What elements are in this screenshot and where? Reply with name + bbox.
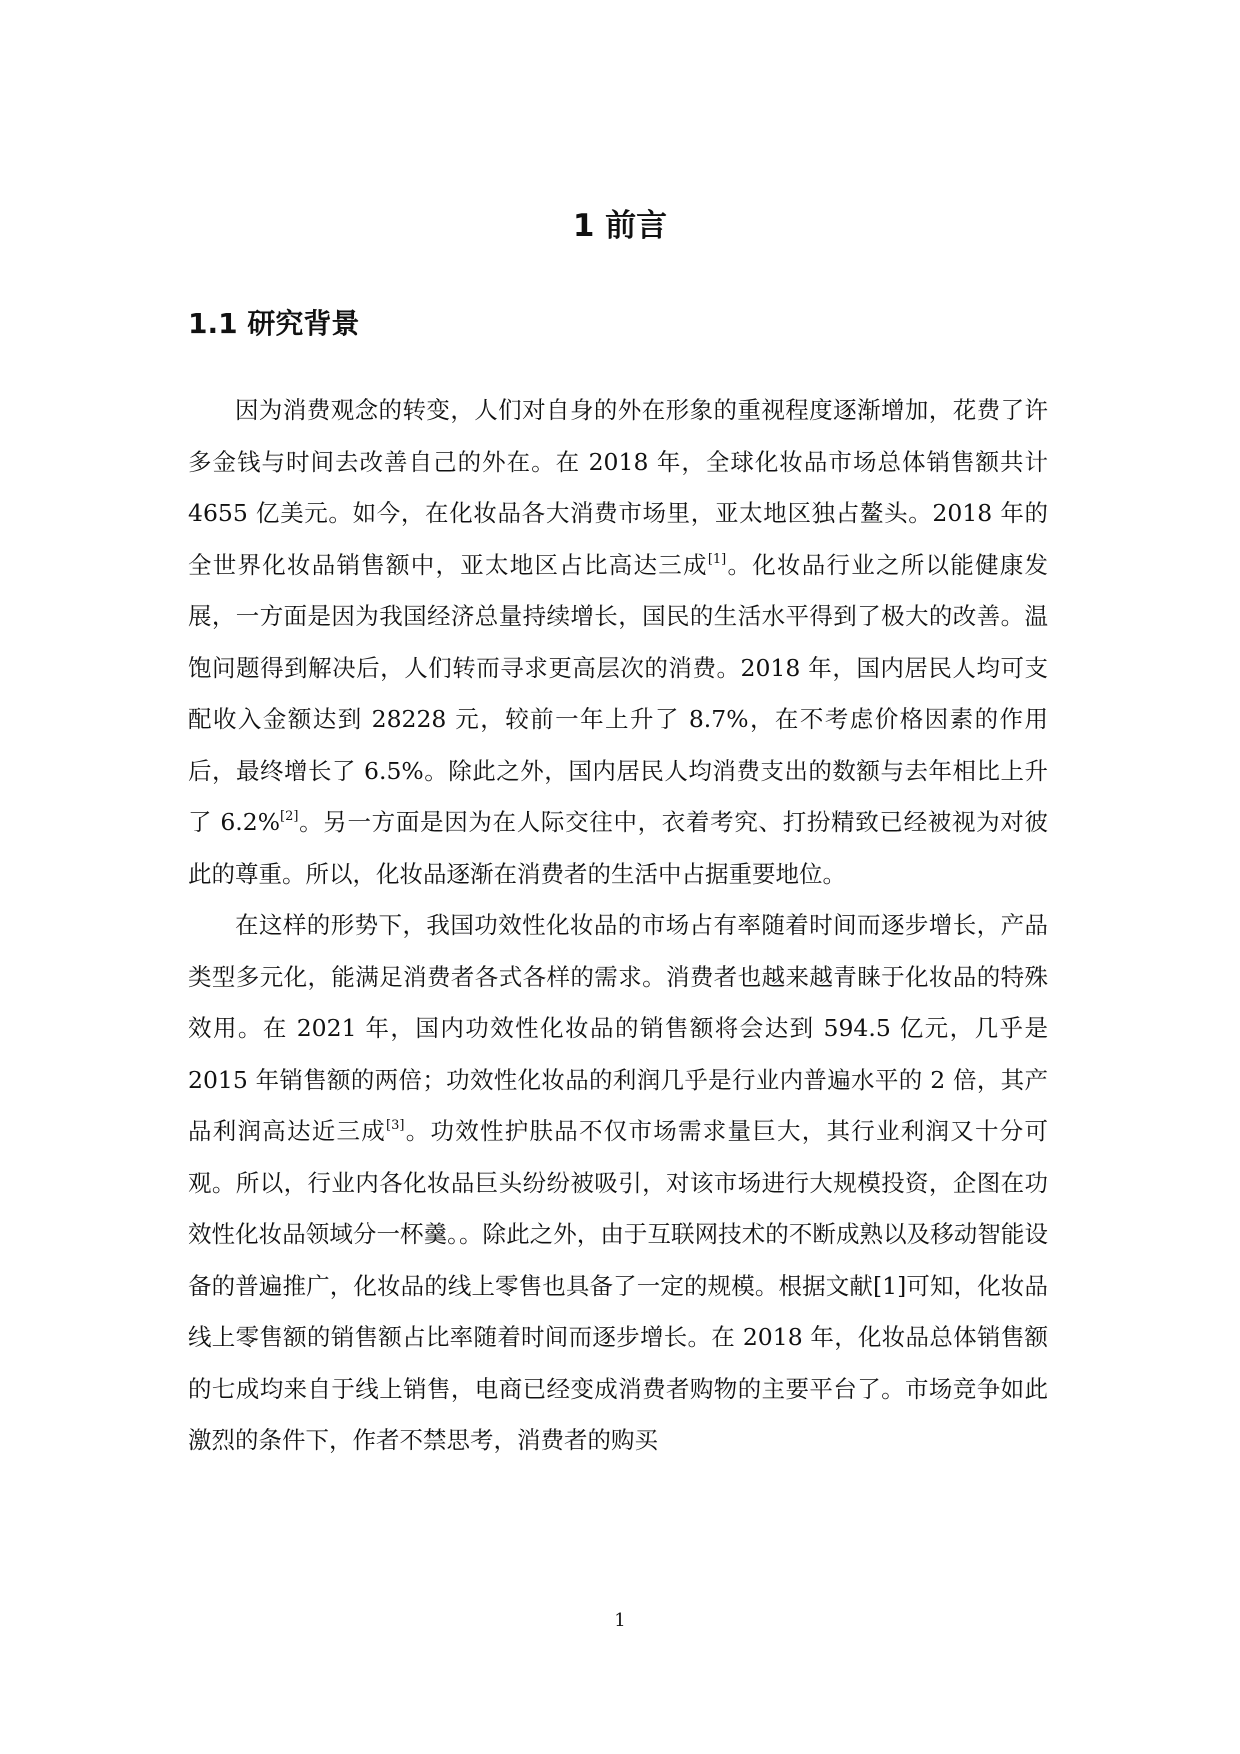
paragraph-text: 。功效性护肤品不仅市场需求量巨大，其行业利润又十分可观。所以，行业内各化妆品巨头纷纷被吸引，对该市场进行大规模投资，企图在功效性化妆品领域分一杯羹。。除此之外，由于互联网技术的不断成熟以及移动智能设备的普遍推广，化妆品的线上零售也具备了一定的规模。根据文献[1]可知，化妆品线上零售额的销售额占比率随着时间而逐步增长。在 2018 年，化妆品总体销售额的七成均来自于线上销售，电商已经变成消费者购物的主要平台了。市场竞争如此激烈的条件下，作者不禁思考，消费者的购买 xyxy=(188,1117,1049,1454)
section-title: 1.1 研究背景 xyxy=(188,307,360,340)
paragraph-text: 在这样的形势下，我国功效性化妆品的市场占有率随着时间而逐步增长，产品类型多元化，能满足消费者各式各样的需求。消费者也越来越青睐于化妆品的特殊效用。在 2021 年，国内功效性化妆品的销售额将会达到 594.5 亿元，几乎是 2015 年销售额的两倍；功效性化妆品的利润几乎是行业内普遍水平的 2 倍，其产品利润高达近三成 xyxy=(188,911,1048,1145)
citation: [1] xyxy=(707,551,727,567)
page-number: 1 xyxy=(614,1610,626,1631)
paragraph-2 xyxy=(188,900,1048,1467)
body-text xyxy=(188,385,1048,1467)
paragraph-text: 。另一方面是因为在人际交往中，衣着考究、打扮精致已经被视为对彼此的尊重。所以，化妆品逐渐在消费者的生活中占据重要地位。 xyxy=(188,808,1048,888)
chapter-title: 1 前言 xyxy=(572,208,668,244)
paragraph-1 xyxy=(188,385,1048,900)
paragraph-text: 因为消费观念的转变，人们对自身的外在形象的重视程度逐渐增加，花费了许多金钱与时间去改善自己的外在。在 2018 年，全球化妆品市场总体销售额共计 4655 亿美元。如今，在化妆品各大消费市场里，亚太地区独占鳌头。2018 年的全世界化妆品销售额中，亚太地区占比高达三成 xyxy=(188,396,1048,579)
paragraph-text: 。化妆品行业之所以能健康发展，一方面是因为我国经济总量持续增长，国民的生活水平得到了极大的改善。温饱问题得到解决后，人们转而寻求更高层次的消费。2018 年，国内居民人均可支配收入金额达到 28228 元，较前一年上升了 8.7%，在不考虑价格因素的作用后，最终增长了 6.5%。除此之外，国内居民人均消费支出的数额与去年相比上升了 6.2% xyxy=(188,550,1049,836)
citation: [3] xyxy=(386,1118,405,1133)
citation: [2] xyxy=(280,809,299,824)
